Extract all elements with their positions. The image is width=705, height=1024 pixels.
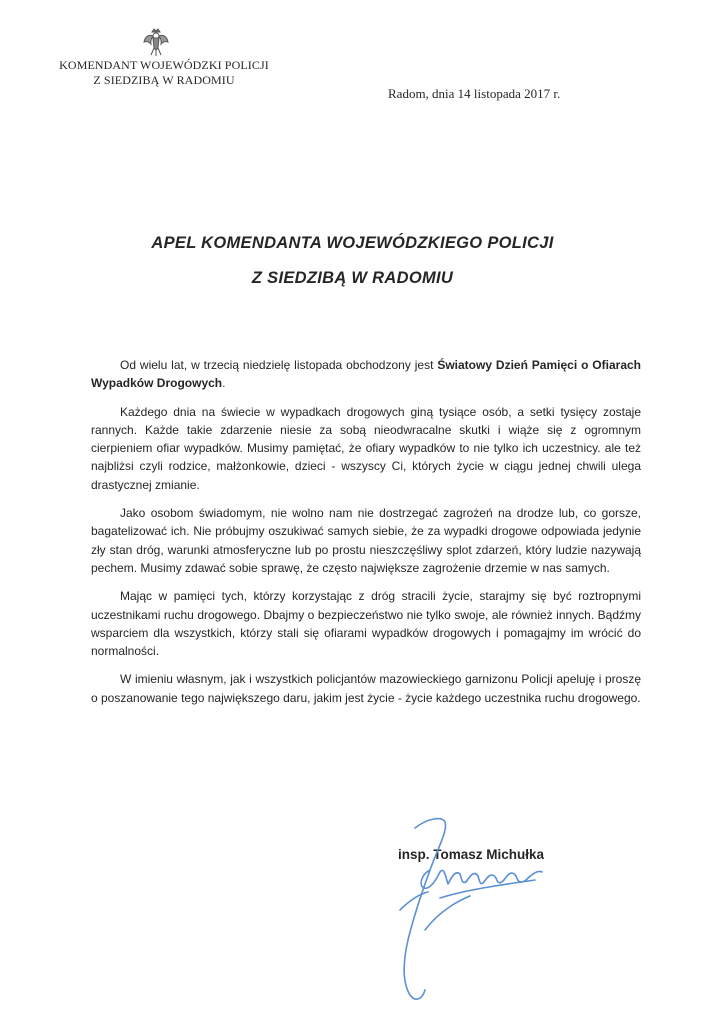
paragraph-2: Każdego dnia na świecie w wypadkach drogowych giną tysiące osób, a setki tysięcy zostaje rannych. Każde takie zdarzenie niesie za sobą nieodwracalne skutki i wiąże się z ogromnym cierpieniem ofiar wypadków. Musimy pamiętać, że ofiary wypadków to nie tylko ich uczestnicy. ale też najbliżsi czyli rodzice, małżonkowie, dzieci - wszyscy Ci, których życie w ciągu jednej chwili ulega drastycznej zmianie.	[91, 404, 641, 492]
title-line-1: APEL KOMENDANTA WOJEWÓDZKIEGO POLICJI	[151, 234, 554, 252]
letter-date: Radom, dnia 14 listopada 2017 r.	[388, 86, 561, 101]
issuer-line-1: KOMENDANT WOJEWÓDZKI POLICJI	[59, 58, 269, 72]
signatory-name: insp. Tomasz Michułka	[398, 847, 545, 862]
paragraph-3: Jako osobom świadomym, nie wolno nam nie dostrzegać zagrożeń na drodze lub, co gorsze, bagatelizować ich. Nie próbujmy oszukiwać samych siebie, że za wypadki drogowe odpowiada jedynie zły stan dróg, warunki atmosferyczne lub po prostu nieszczęśliwy splot zdarzeń, który ludzie nazywają pechem. Musimy zdawać sobie sprawę, że często największe zagrożenie drzemie w nas samych.	[91, 506, 641, 575]
title-line-2: Z SIEDZIBĄ W RADOMIU	[251, 269, 454, 287]
paragraph-5: W imieniu własnym, jak i wszystkich policjantów mazowieckiego garnizonu Policji apeluję i proszę o poszanowanie tego największego daru, jakim jest życie - życie każdego uczestnika ruchu drogowego.	[91, 672, 641, 705]
paragraph-1	[91, 356, 641, 393]
handwritten-signature	[370, 800, 570, 1010]
paragraph-1-end: .	[222, 376, 226, 391]
polish-eagle-icon	[142, 26, 170, 58]
issuer-header	[54, 58, 274, 88]
paragraph-4: Mając w pamięci tych, którzy korzystając z dróg stracili życie, starajmy się być roztropnymi uczestnikami ruchu drogowego. Dbajmy o bezpieczeństwo nie tylko swoje, ale również innych. Bądźmy wsparciem dla wszystkich, którzy stali się ofiarami wypadków drogowych i pomagajmy im wrócić do normalności.	[91, 589, 641, 659]
paragraph-1-intro: Od wielu lat, w trzecią niedzielę listopada obchodzony jest	[120, 358, 438, 372]
issuer-line-2: Z SIEDZIBĄ W RADOMIU	[93, 73, 235, 87]
paragraph-1-event-name: Światowy Dzień Pamięci o Ofiarach Wypadków Drogowych	[91, 358, 641, 391]
letter-body	[91, 356, 641, 717]
